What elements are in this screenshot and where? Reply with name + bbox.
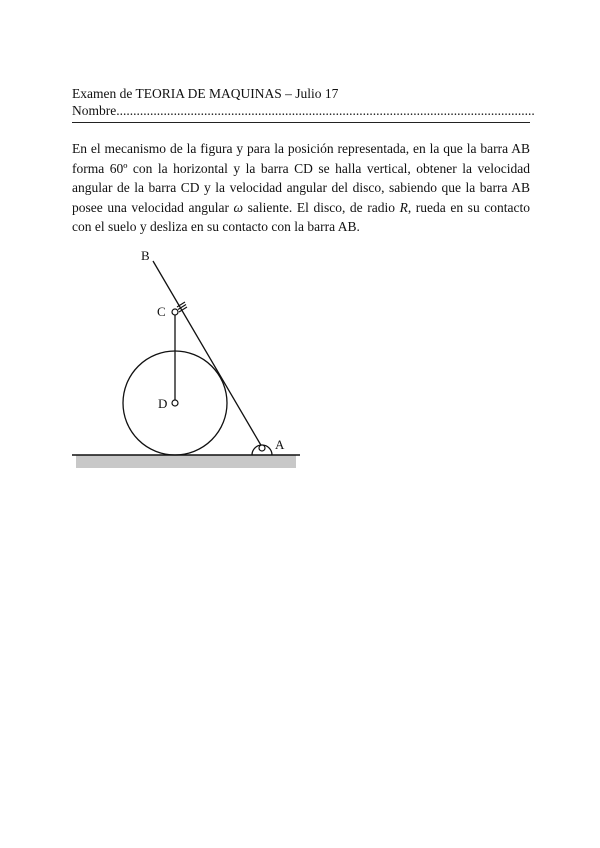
label-a: A (275, 437, 285, 452)
name-dots: ............................................................................................................................ (116, 103, 535, 118)
ground-hatch (76, 455, 296, 468)
problem-text-3: , rueda en su contacto con el suelo y desliza en su contacto con la barra AB. (72, 199, 531, 234)
label-b: B (141, 248, 150, 263)
name-label: Nombre (72, 103, 117, 118)
exam-title: Examen de TEORIA DE MAQUINAS – Julio 17 (72, 86, 339, 101)
bar-ab (153, 261, 262, 447)
pin-d (172, 400, 178, 406)
radius-symbol: R (399, 199, 408, 215)
omega-symbol: ω (233, 199, 244, 215)
pin-c (172, 309, 178, 315)
label-d: D (158, 396, 168, 411)
pin-a (259, 445, 265, 451)
problem-text-1: En el mecanismo de la figura y para la posición representada, en la que la barra AB forma 60º con la horizontal y la barra CD se halla vertical, obtener la velocidad angular de la barra CD y la velocidad angular del disco, sabiendo que la barra AB posee una velocidad angular (72, 141, 530, 215)
problem-text-2: saliente. El disco, de radio (243, 199, 400, 215)
label-c: C (157, 304, 166, 319)
